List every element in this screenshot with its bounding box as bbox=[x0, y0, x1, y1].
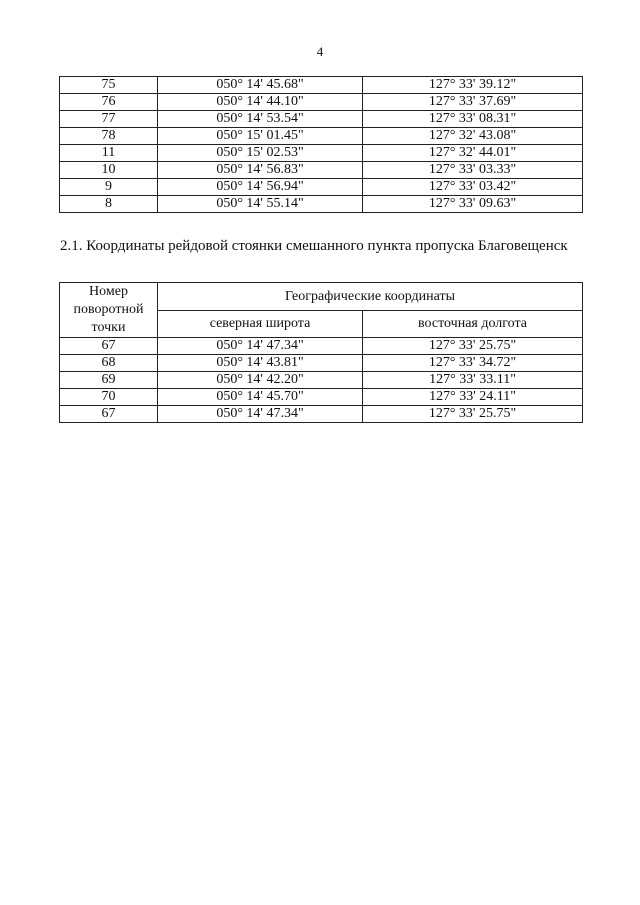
longitude-cell: 127° 33' 34.72" bbox=[363, 355, 583, 372]
table-row bbox=[60, 111, 583, 128]
longitude-cell: 127° 33' 25.75" bbox=[363, 406, 583, 423]
longitude-cell: 127° 33' 39.12" bbox=[363, 77, 583, 94]
latitude-cell: 050° 14' 53.54" bbox=[158, 111, 363, 128]
latitude-cell: 050° 14' 42.20" bbox=[158, 372, 363, 389]
longitude-cell: 127° 32' 43.08" bbox=[363, 128, 583, 145]
page-number: 4 bbox=[316, 44, 324, 59]
point-number-header: Номер поворотной точки bbox=[60, 283, 158, 338]
table-row bbox=[60, 94, 583, 111]
table-row bbox=[60, 406, 583, 423]
table-row bbox=[60, 389, 583, 406]
point-number-cell: 10 bbox=[60, 162, 158, 179]
table-row bbox=[60, 162, 583, 179]
point-number-cell: 70 bbox=[60, 389, 158, 406]
table-row bbox=[60, 128, 583, 145]
point-number-cell: 77 bbox=[60, 111, 158, 128]
point-number-cell: 78 bbox=[60, 128, 158, 145]
table-row bbox=[60, 372, 583, 389]
latitude-cell: 050° 14' 55.14" bbox=[158, 196, 363, 213]
latitude-cell: 050° 14' 47.34" bbox=[158, 338, 363, 355]
longitude-cell: 127° 33' 24.11" bbox=[363, 389, 583, 406]
latitude-cell: 050° 14' 45.68" bbox=[158, 77, 363, 94]
longitude-cell: 127° 33' 03.42" bbox=[363, 179, 583, 196]
point-number-cell: 76 bbox=[60, 94, 158, 111]
table-row bbox=[60, 179, 583, 196]
point-number-cell: 67 bbox=[60, 406, 158, 423]
coordinates-table-continued bbox=[59, 76, 583, 213]
section-heading: 2.1. Координаты рейдовой стоянки смешанного пункта пропуска Благовещенск bbox=[60, 238, 568, 254]
point-number-cell: 75 bbox=[60, 77, 158, 94]
longitude-cell: 127° 33' 03.33" bbox=[363, 162, 583, 179]
longitude-cell: 127° 33' 37.69" bbox=[363, 94, 583, 111]
latitude-cell: 050° 15' 02.53" bbox=[158, 145, 363, 162]
table-row bbox=[60, 145, 583, 162]
point-number-cell: 11 bbox=[60, 145, 158, 162]
longitude-cell: 127° 32' 44.01" bbox=[363, 145, 583, 162]
point-number-cell: 68 bbox=[60, 355, 158, 372]
latitude-cell: 050° 14' 56.83" bbox=[158, 162, 363, 179]
latitude-header: северная широта bbox=[158, 310, 363, 338]
latitude-cell: 050° 14' 43.81" bbox=[158, 355, 363, 372]
latitude-cell: 050° 14' 47.34" bbox=[158, 406, 363, 423]
anchorage-coordinates-table bbox=[59, 282, 583, 423]
table-row bbox=[60, 77, 583, 94]
geo-coordinates-header: Географические координаты bbox=[158, 283, 583, 311]
point-number-cell: 69 bbox=[60, 372, 158, 389]
latitude-cell: 050° 14' 56.94" bbox=[158, 179, 363, 196]
longitude-cell: 127° 33' 25.75" bbox=[363, 338, 583, 355]
latitude-cell: 050° 14' 45.70" bbox=[158, 389, 363, 406]
longitude-cell: 127° 33' 33.11" bbox=[363, 372, 583, 389]
point-number-cell: 8 bbox=[60, 196, 158, 213]
table-row bbox=[60, 338, 583, 355]
table-row bbox=[60, 355, 583, 372]
table-row bbox=[60, 196, 583, 213]
point-number-cell: 67 bbox=[60, 338, 158, 355]
longitude-header: восточная долгота bbox=[363, 310, 583, 338]
point-number-cell: 9 bbox=[60, 179, 158, 196]
latitude-cell: 050° 14' 44.10" bbox=[158, 94, 363, 111]
longitude-cell: 127° 33' 09.63" bbox=[363, 196, 583, 213]
longitude-cell: 127° 33' 08.31" bbox=[363, 111, 583, 128]
table-header-row bbox=[60, 283, 583, 311]
latitude-cell: 050° 15' 01.45" bbox=[158, 128, 363, 145]
